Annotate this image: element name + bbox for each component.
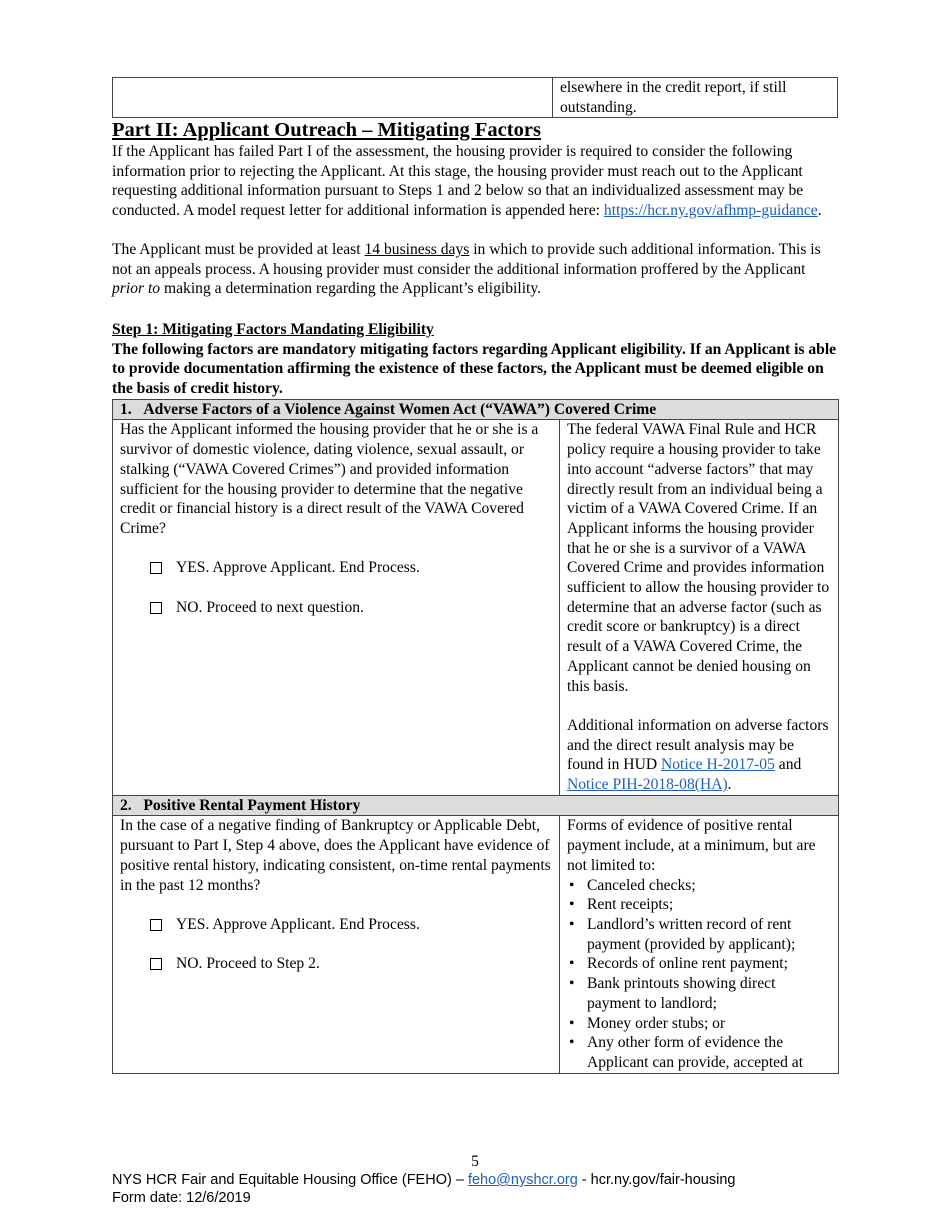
factor-1-yes-option[interactable]: YES. Approve Applicant. End Process. (150, 558, 552, 578)
part2-intro-paragraph: If the Applicant has failed Part I of the assessment, the housing provider is required to consider the following information prior to rejecting the Applicant. At this stage, the housing provider must reach out to the Applicant requesting additional information pursuant to Steps 1 and 2 below so that an individualized assessment may be conducted. A model request letter for additional information is appended here: https://hcr.ny.gov/afhmp-guidance. (112, 143, 822, 220)
factor-1-references: Additional information on adverse factors and the direct result analysis may be found in HUD Notice H-2017-05 and Notice PIH-2018-08(HA). (567, 716, 829, 794)
factor-2-question: In the case of a negative finding of Bankruptcy or Applicable Debt, pursuant to Part I, Step 4 above, does the Applicant have evidence of positive rental history, indicating consistent, on-time rental payments in the past 12 months? (120, 817, 551, 894)
evidence-list (567, 876, 831, 1073)
part2-title: Part II: Applicant Outreach – Mitigating Factors (112, 119, 541, 141)
evidence-item: • Money order stubs; or (567, 1014, 831, 1034)
hud-notice-pih-2018-08-link[interactable]: Notice PIH-2018-08(HA) (567, 776, 728, 794)
evidence-item: • Any other form of evidence the Applicant can provide, accepted at (567, 1033, 831, 1072)
factor-2-note-intro: Forms of evidence of positive rental payment include, at a minimum, but are not limited to: (567, 817, 816, 874)
footer-contact-line: NYS HCR Fair and Equitable Housing Office (FEHO) – feho@nyshcr.org - hcr.ny.gov/fair-housing (112, 1172, 736, 1188)
page-footer (112, 1172, 735, 1207)
checkbox-icon[interactable] (150, 919, 162, 931)
continued-right-cell: elsewhere in the credit report, if still outstanding. (553, 78, 838, 118)
evidence-item: • Rent receipts; (567, 895, 831, 915)
factor-2-no-option[interactable]: NO. Proceed to Step 2. (150, 954, 552, 974)
page-number: 5 (471, 1153, 479, 1170)
afhmp-guidance-link[interactable]: https://hcr.ny.gov/afhmp-guidance (603, 202, 818, 220)
checkbox-icon[interactable] (150, 602, 162, 614)
checkbox-icon[interactable] (150, 562, 162, 574)
step1-title: Step 1: Mitigating Factors Mandating Eligibility (112, 320, 434, 338)
evidence-item: • Canceled checks; (567, 876, 831, 896)
feho-email-link[interactable]: feho@nyshcr.org (467, 1172, 578, 1188)
factor-1-header: 1. Adverse Factors of a Violence Against Women Act (“VAWA”) Covered Crime (113, 399, 839, 420)
evidence-item: • Bank printouts showing direct payment to landlord; (567, 974, 831, 1013)
step1-intro: The following factors are mandatory mitigating factors regarding Applicant eligibility. If an Applicant is able to provide documentation affirming the existence of these factors, the Applicant must be deemed eligible on the basis of credit history. (112, 340, 837, 398)
factor-2-question-cell (113, 816, 560, 1073)
continued-table (112, 77, 838, 118)
factor-2-note-cell (560, 816, 839, 1073)
business-days-emphasis: 14 business days (364, 240, 470, 258)
factor-1-no-option[interactable]: NO. Proceed to next question. (150, 598, 552, 618)
factor-1-question: Has the Applicant informed the housing provider that he or she is a survivor of domestic violence, dating violence, sexual assault, or stalking (“VAWA Covered Crimes”) and provided information sufficient for the housing provider to determine that the negative credit or financial history is a direct result of the VAWA Covered Crime? (120, 421, 539, 537)
factor-2-title: Positive Rental Payment History (143, 796, 361, 814)
part2-deadline-paragraph: The Applicant must be provided at least 14 business days in which to provide such additional information. This is not an appeals process. A housing provider must consider the additional information proffered by the Applicant prior to making a determination regarding the Applicant’s eligibility. (112, 240, 821, 298)
continued-left-cell (113, 78, 553, 118)
factor-1-note: The federal VAWA Final Rule and HCR policy require a housing provider to take into account “adverse factors” that may directly result from an individual being a victim of a VAWA Covered Crime. If an Applicant informs the housing provider that he or she is a survivor of a VAWA Covered Crime and provides information sufficient to allow the housing provider to determine that an adverse factor (such as credit score or bankruptcy) is a direct result of a VAWA Covered Crime, the Applicant cannot be denied housing on this basis. (567, 421, 830, 695)
evidence-item: • Records of online rent payment; (567, 954, 831, 974)
hud-notice-h-2017-05-link[interactable]: Notice H-2017-05 (661, 756, 775, 774)
mitigating-factors-table (112, 399, 839, 1074)
evidence-item: • Landlord’s written record of rent payment (provided by applicant); (567, 915, 831, 954)
factor-2-row (113, 816, 839, 1073)
checkbox-icon[interactable] (150, 958, 162, 970)
factor-1-row (113, 420, 839, 795)
factor-1-note-cell (560, 420, 839, 795)
factor-1-question-cell (113, 420, 560, 795)
factor-2-header: 2. Positive Rental Payment History (113, 795, 839, 816)
factor-2-yes-option[interactable]: YES. Approve Applicant. End Process. (150, 915, 552, 935)
factor-1-title: Adverse Factors of a Violence Against Women Act (“VAWA”) Covered Crime (143, 400, 657, 418)
form-date: Form date: 12/6/2019 (112, 1189, 251, 1206)
